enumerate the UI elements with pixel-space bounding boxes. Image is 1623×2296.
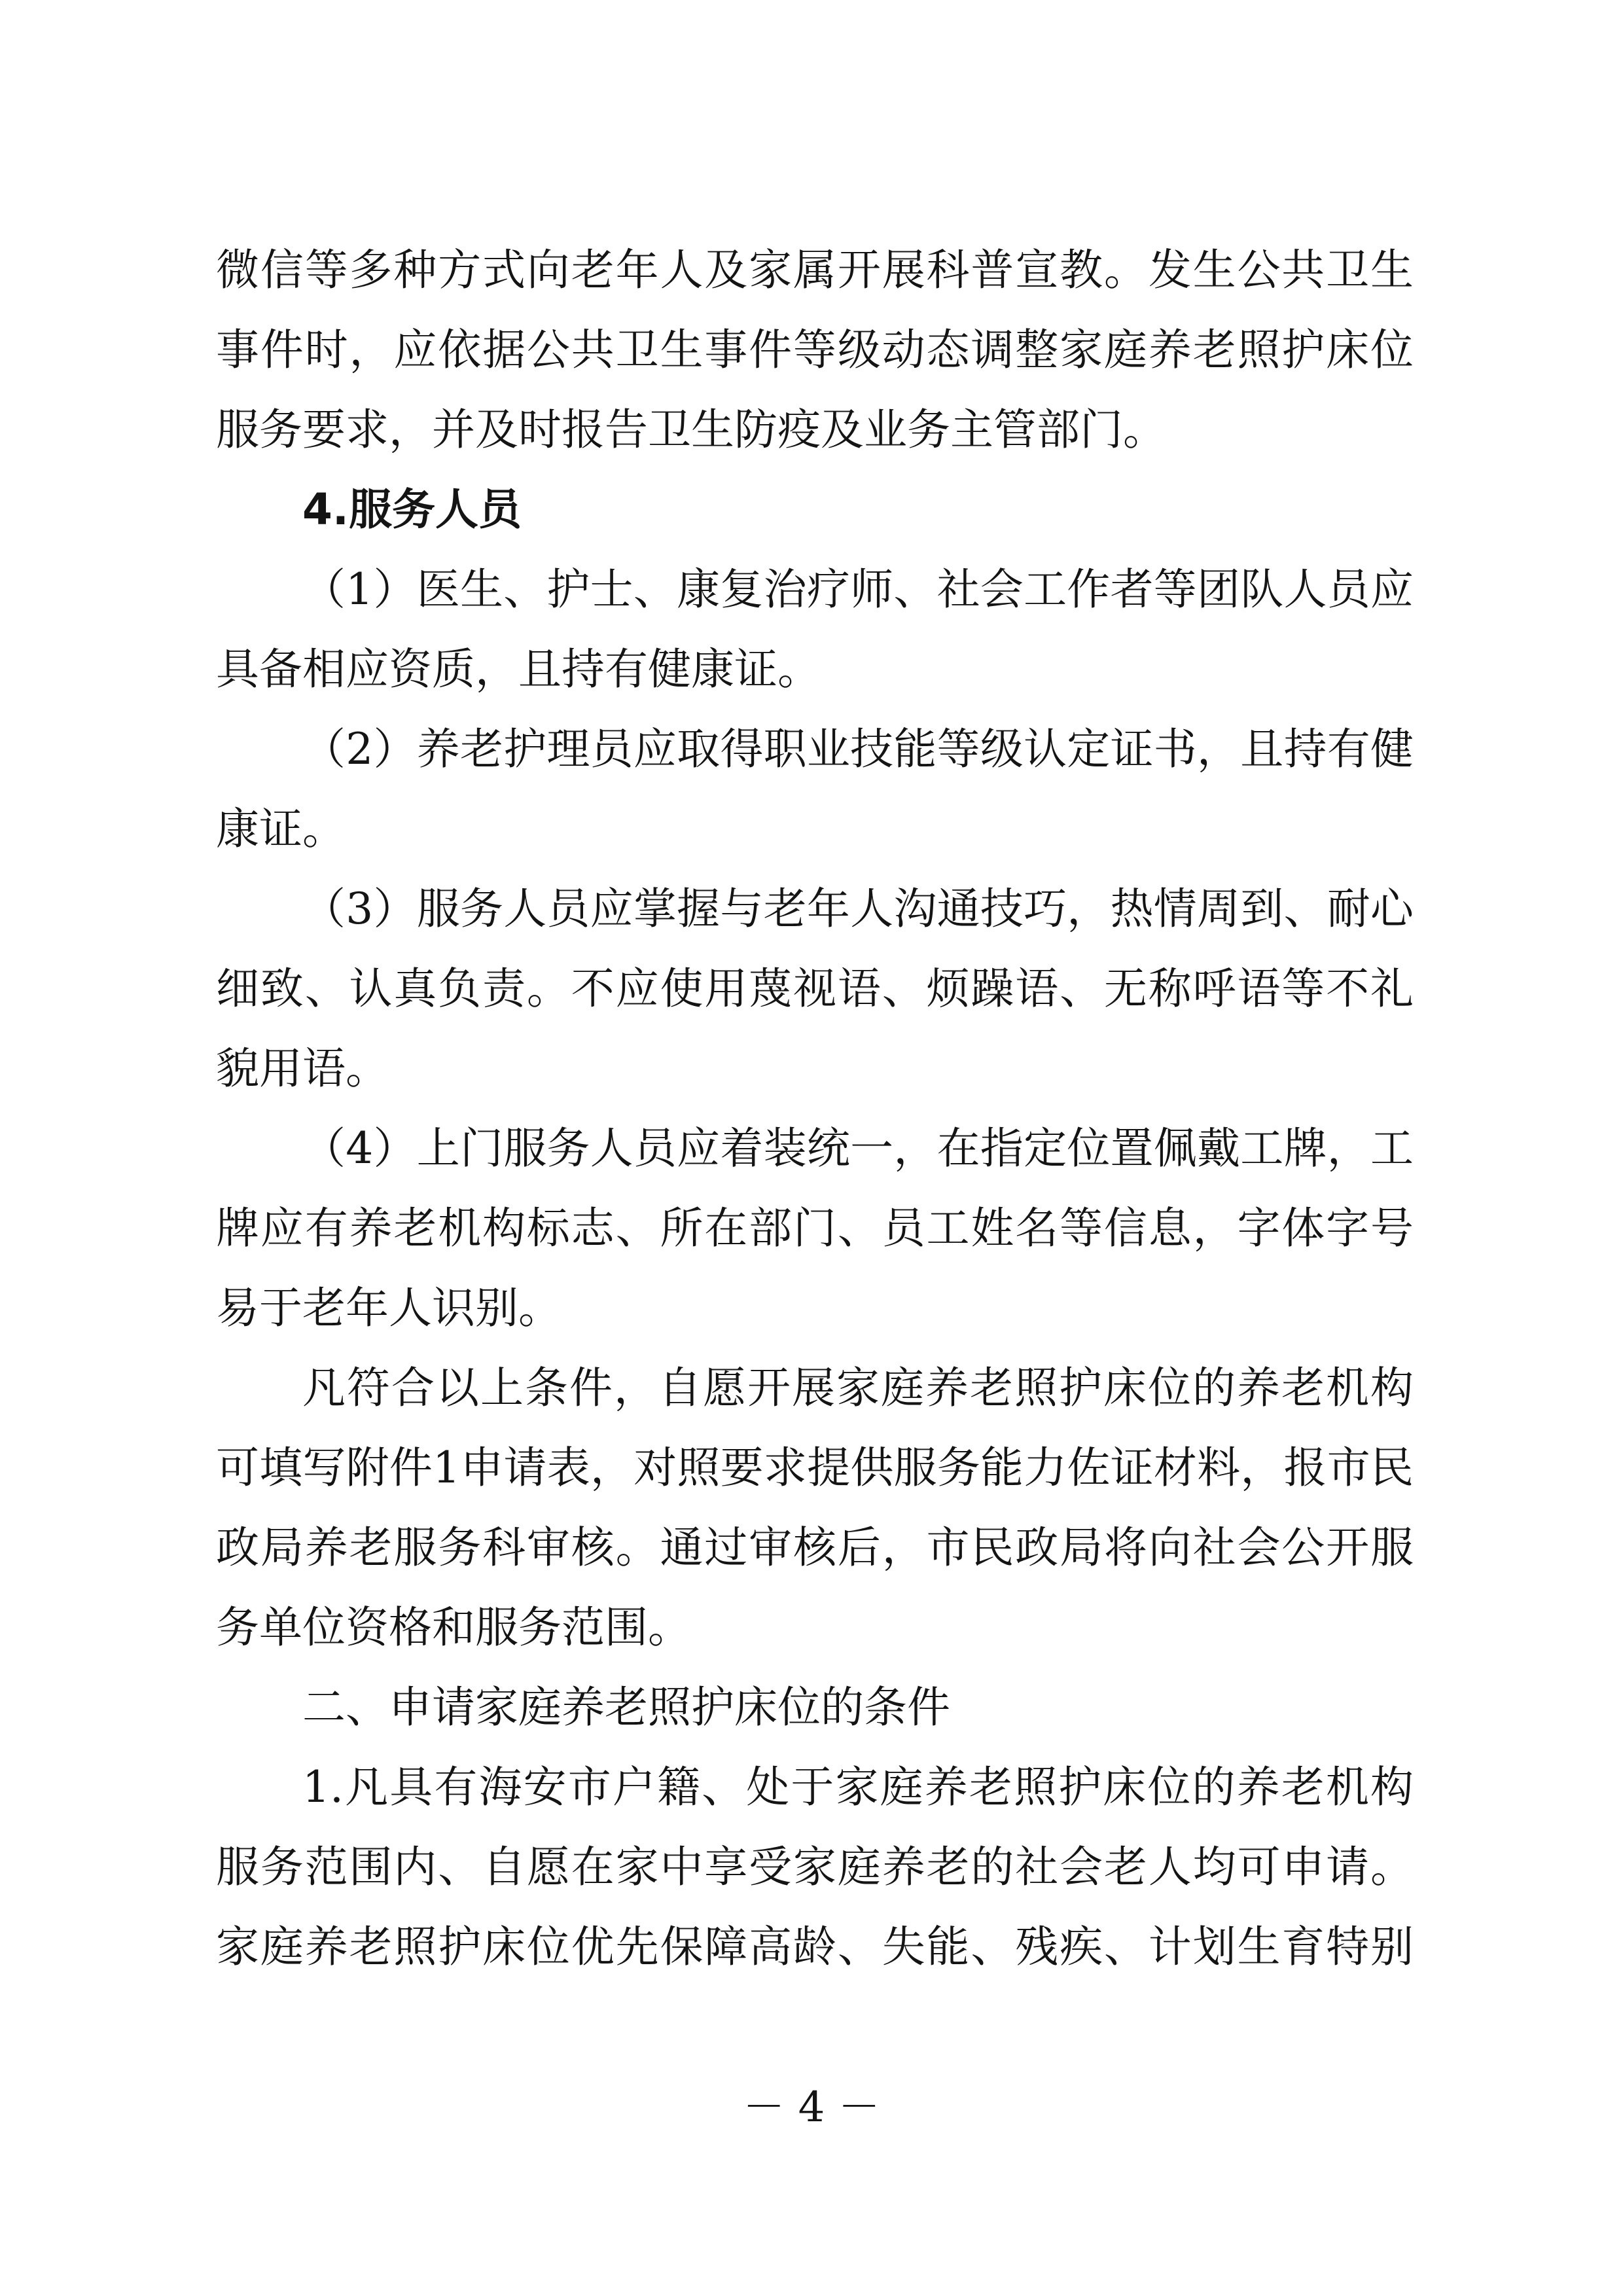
paragraph-line: 服务要求，并及时报告卫生防疫及业务主管部门。 [216, 404, 1166, 455]
paragraph-line: 事件时，应依据公共卫生事件等级动态调整家庭养老照护床位 [216, 325, 1414, 375]
page-number: － 4 － [743, 2083, 880, 2132]
paragraph-line: 服务范围内、自愿在家中享受家庭养老的社会老人均可申请。 [216, 1842, 1414, 1892]
list-item-line: 牌应有养老机构标志、所在部门、员工姓名等信息，字体字号 [216, 1203, 1414, 1253]
list-item-line: （3）服务人员应掌握与老年人沟通技巧，热情周到、耐心 [302, 884, 1414, 934]
paragraph-line: 凡符合以上条件，自愿开展家庭养老照护床位的养老机构 [302, 1363, 1414, 1413]
paragraph-line: 家庭养老照护床位优先保障高龄、失能、残疾、计划生育特别 [216, 1922, 1414, 1972]
section-heading: 二、申请家庭养老照护床位的条件 [302, 1682, 950, 1732]
list-item-line: （2）养老护理员应取得职业技能等级认定证书，且持有健 [302, 724, 1414, 774]
list-item-line: 细致、认真负责。不应使用蔑视语、烦躁语、无称呼语等不礼 [216, 963, 1414, 1014]
subheading-service-staff: 4.服务人员 [302, 484, 522, 535]
list-item-line: 康证。 [216, 804, 346, 854]
list-item-line: （4）上门服务人员应着装统一，在指定位置佩戴工牌，工 [302, 1123, 1414, 1174]
list-item-line: （1）医生、护士、康复治疗师、社会工作者等团队人员应 [302, 564, 1414, 615]
paragraph-line: 政局养老服务科审核。通过审核后，市民政局将向社会公开服 [216, 1522, 1414, 1573]
list-item-line: 易于老年人识别。 [216, 1283, 562, 1333]
paragraph-line: 可填写附件1申请表，对照要求提供服务能力佐证材料，报市民 [216, 1443, 1414, 1493]
list-item-line: 具备相应资质，且持有健康证。 [216, 644, 821, 694]
paragraph-line: 务单位资格和服务范围。 [216, 1602, 691, 1653]
paragraph-line: 微信等多种方式向老年人及家属开展科普宣教。发生公共卫生 [216, 245, 1414, 295]
paragraph-line: 1.凡具有海安市户籍、处于家庭养老照护床位的养老机构 [302, 1762, 1414, 1812]
list-item-line: 貌用语。 [216, 1043, 389, 1094]
